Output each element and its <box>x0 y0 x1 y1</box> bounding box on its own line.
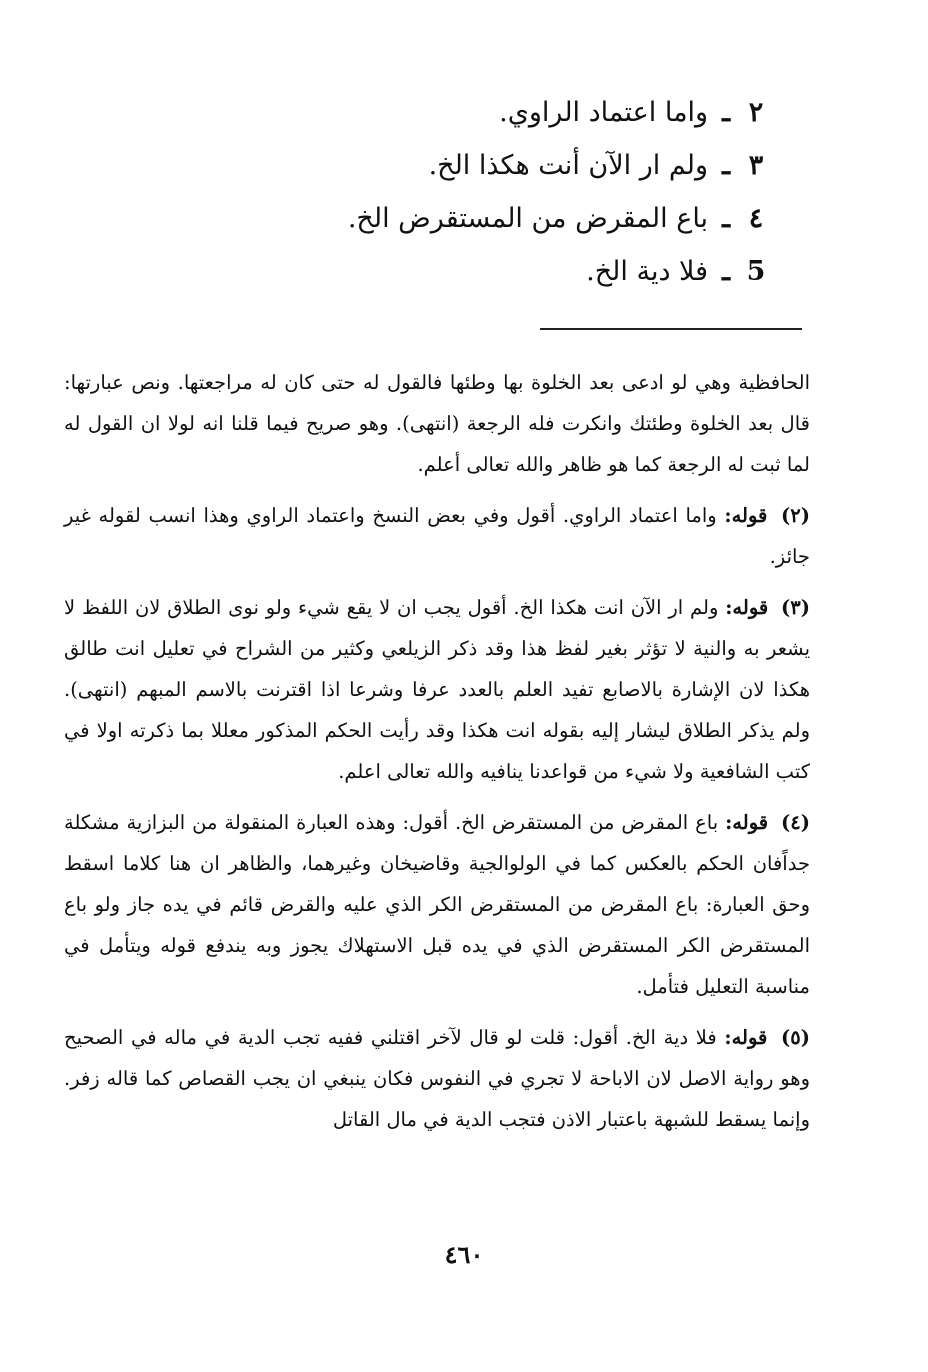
footnote-marker-4 <box>208 192 768 245</box>
note-lead: قوله: <box>725 596 769 619</box>
paragraph-text: الحافظية وهي لو ادعى بعد الخلوة بها وطئها فالقول له حتى كان له مراجعتها. ونص عبارتها: قال بعد الخلوة وطئتك وانكرت فله الرجعة (انتهى). وهو صريح فيما قلنا انه لولا ان القول له لما ثبت له الرجعة كما هو ظاهر والله تعالى أعلم. <box>64 371 810 476</box>
footnote-separator <box>540 328 802 330</box>
commentary-body <box>64 362 810 1150</box>
paragraph-note-4 <box>64 802 810 1007</box>
note-reference: (٢) <box>781 504 810 527</box>
marker-dash: ـ <box>722 150 730 181</box>
note-reference: (٥) <box>781 1026 810 1049</box>
paragraph-note-3 <box>64 587 810 792</box>
paragraph-text: فلا دية الخ. أقول: قلت لو قال لآخر اقتلني ففيه تجب الدية في ماله في الصحيح وهو رواية الاصل لان الاباحة لا تجري في النفوس فكان ينبغي ان يجب القصاص كما قاله زفر. وإنما يسقط للشبهة باعتبار الاذن فتجب الدية في مال القاتل <box>64 1026 810 1131</box>
marker-number: ٢ <box>748 97 764 128</box>
note-lead: قوله: <box>724 1026 768 1049</box>
paragraph-text: ولم ار الآن انت هكذا الخ. أقول يجب ان لا يقع شيء ولو نوى الطلاق لان اللفظ لا يشعر به والنية لا تؤثر بغير لفظ هذا وقد ذكر الزيلعي وكثير من الشراح في تعليل انت طالق هكذا لان الإشارة بالاصابع تفيد العلم بالعدد عرفا وشرعا اذا اقترنت بالاسم المبهم (انتهى). ولم يذكر الطلاق ليشار إليه بقوله انت هكذا وقد رأيت الحكم المذكور معللا بما ذكرته اولا في كتب الشافعية ولا شيء من قواعدنا ينافيه والله تعالى اعلم. <box>64 596 810 783</box>
footnote-marker-3 <box>208 139 768 192</box>
marker-text: واما اعتماد الراوي. <box>499 97 709 128</box>
paragraph-note-5 <box>64 1017 810 1140</box>
marker-number: ٤ <box>748 203 764 234</box>
paragraph-continuation <box>64 362 810 485</box>
marker-dash: ـ <box>722 256 730 287</box>
footnote-marker-5 <box>208 245 768 298</box>
marker-text: ولم ار الآن أنت هكذا الخ. <box>428 150 709 181</box>
footnote-marker-2 <box>208 86 768 139</box>
marker-number: ٣ <box>748 150 764 181</box>
paragraph-text: واما اعتماد الراوي. أقول وفي بعض النسخ واعتماد الراوي وهذا انسب لقوله غير جائز. <box>64 504 810 568</box>
marker-text: فلا دية الخ. <box>586 256 709 287</box>
note-reference: (٤) <box>781 811 810 834</box>
footnote-markers <box>208 86 768 298</box>
note-lead: قوله: <box>725 811 769 834</box>
marker-dash: ـ <box>722 97 730 128</box>
note-lead: قوله: <box>724 504 768 527</box>
note-reference: (٣) <box>781 596 810 619</box>
marker-dash: ـ <box>722 203 730 234</box>
marker-text: باع المقرض من المستقرض الخ. <box>347 203 709 234</box>
paragraph-note-2 <box>64 495 810 577</box>
paragraph-text: باع المقرض من المستقرض الخ. أقول: وهذه العبارة المنقولة من البزازية مشكلة جداًفان الحكم بالعكس كما في الولوالجية وقاضيخان وغيرهما، والظاهر ان هنا كلاما اسقط وحق العبارة: باع المقرض من المستقرض الكر الذي عليه والقرض قائم في يده جاز ولو باع المستقرض الكر المستقرض الذي في يده قبل الاستهلاك يجوز وبه يندفع قوله ويتأمل في مناسبة التعليل فتأمل. <box>64 811 810 998</box>
page-number: ٤٦٠ <box>444 1240 484 1269</box>
marker-number: 5 <box>746 256 766 287</box>
